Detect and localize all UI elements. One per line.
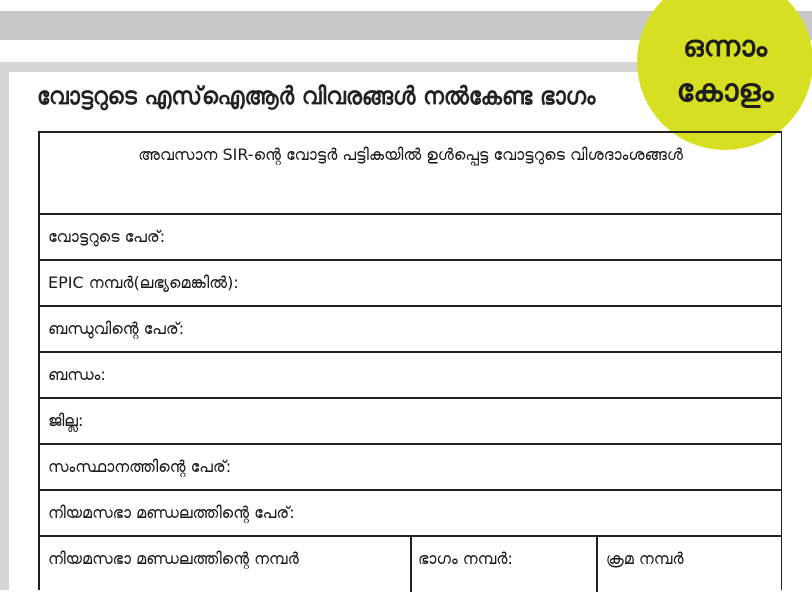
- field-row-relation[interactable]: [40, 353, 781, 399]
- field-row-state-name[interactable]: [40, 445, 781, 491]
- form-header-row: [40, 133, 781, 215]
- voter-details-form: [38, 131, 782, 590]
- part-number-label[interactable]: ഭാഗം നമ്പർ:: [418, 549, 513, 568]
- relation-label: ബന്ധം:: [48, 365, 106, 384]
- badge-line-2: കോളം: [676, 73, 774, 109]
- field-row-constituency-name[interactable]: [40, 491, 781, 537]
- badge-line-1: ഒന്നാം: [682, 29, 768, 63]
- field-row-relative-name[interactable]: [40, 307, 781, 353]
- field-row-epic-number[interactable]: [40, 261, 781, 307]
- voter-name-label: വോട്ടറുടെ പേര്:: [48, 227, 166, 246]
- relative-name-label: ബന്ധുവിന്റെ പേര്:: [48, 319, 185, 338]
- field-row-district[interactable]: [40, 399, 781, 445]
- serial-number-label[interactable]: ക്രമ നമ്പർ: [606, 549, 684, 568]
- cell-divider: [596, 537, 598, 592]
- constituency-name-label: നിയമസഭാ മണ്ഡലത്തിന്റെ പേര്:: [48, 503, 295, 522]
- field-row-voter-name[interactable]: [40, 215, 781, 261]
- page-title: വോട്ടറുടെ എസ്ഐആർ വിവരങ്ങൾ നൽകേണ്ട ഭാഗം: [37, 82, 596, 110]
- state-name-label: സംസ്ഥാനത്തിന്റെ പേര്:: [48, 457, 232, 476]
- constituency-number-label[interactable]: നിയമസഭാ മണ്ഡലത്തിന്റെ നമ്പർ: [48, 549, 299, 568]
- district-label: ജില്ല:: [48, 411, 84, 430]
- cell-divider: [410, 537, 412, 592]
- form-header: അവസാന SIR-ന്റെ വോട്ടർ പട്ടികയിൽ ഉൾപ്പെട്ട വോട്ടറുടെ വിശദാംശങ്ങൾ: [138, 145, 683, 164]
- field-row-numbers: [40, 537, 781, 592]
- epic-number-label: EPIC നമ്പർ(ലഭ്യമെങ്കിൽ):: [48, 273, 239, 292]
